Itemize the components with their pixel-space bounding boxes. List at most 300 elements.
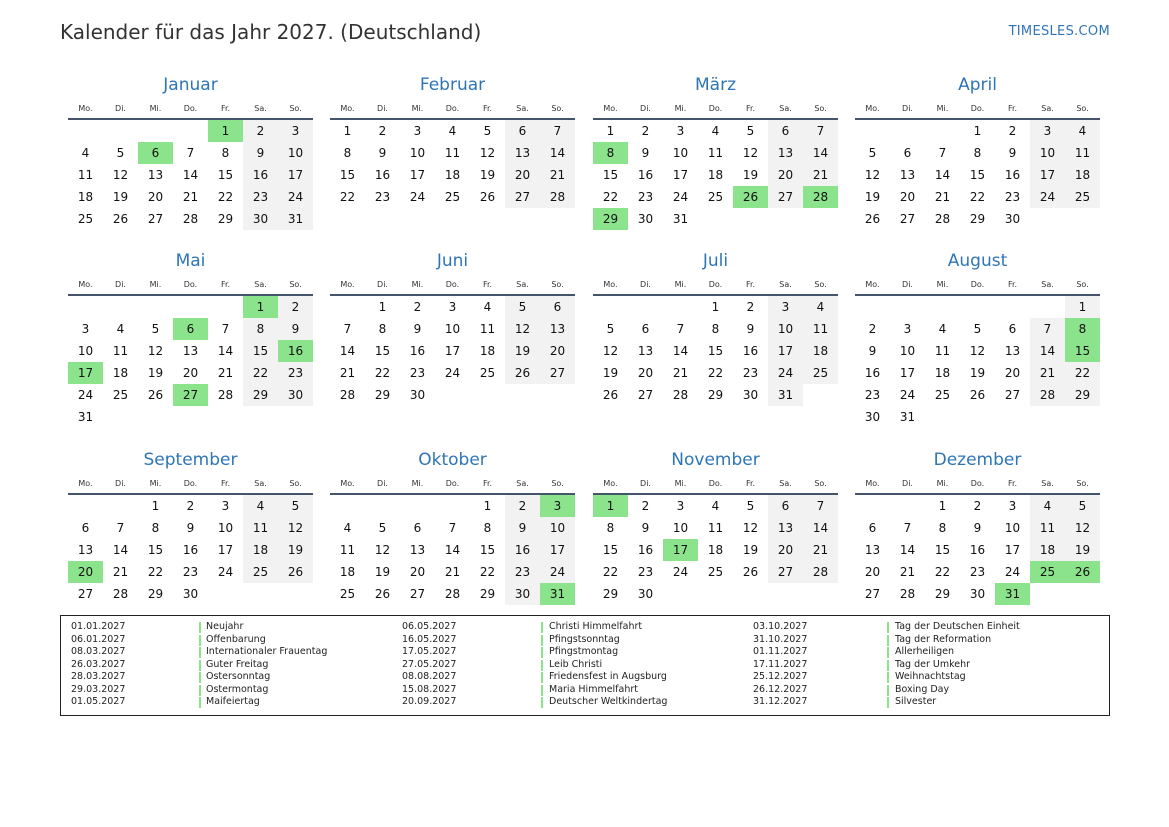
day-cell: 16: [637, 168, 654, 182]
week-row: [593, 340, 838, 362]
day-cell: 16: [742, 344, 759, 358]
weekday-label: Mo.: [865, 479, 880, 488]
day-cell: 19: [479, 168, 496, 182]
empty-cell: [768, 208, 803, 230]
legend-marker: [887, 697, 889, 708]
day-cell: 7: [938, 146, 947, 160]
day-cell: 5: [483, 124, 492, 138]
day-cell: 4: [711, 124, 720, 138]
legend-date: 08.08.2027: [402, 671, 457, 682]
weekday-label: Do.: [445, 104, 460, 113]
legend-date: 26.12.2027: [753, 683, 808, 695]
day-cell: 15: [147, 543, 164, 557]
brand-link[interactable]: TIMESLES.COM: [1008, 24, 1110, 39]
weekday-label: Fr.: [1007, 479, 1018, 488]
holiday-legend: [60, 615, 1110, 716]
day-cell: 26: [112, 212, 129, 226]
day-cell: 9: [746, 322, 755, 336]
day-cell: 1: [711, 300, 720, 314]
week-row: [330, 164, 575, 186]
empty-cell: [1030, 208, 1065, 230]
month-juni: [330, 246, 575, 406]
legend-name: Internationaler Frauentag: [206, 646, 328, 657]
day-cell: 15: [707, 344, 724, 358]
day-cell: 8: [938, 521, 947, 535]
day-cell: 9: [243, 142, 278, 164]
week-row: [68, 208, 313, 230]
day-cell: 23: [409, 366, 426, 380]
month-november: [593, 445, 838, 605]
month-name: Juni: [436, 251, 469, 271]
day-cell: 27: [540, 362, 575, 384]
day-cell: 5: [151, 322, 160, 336]
day-cell: 25: [112, 388, 129, 402]
day-cell: 29: [1065, 384, 1100, 406]
week-row: [68, 362, 313, 384]
day-cell: 20: [637, 366, 654, 380]
weekday-label: Mo.: [78, 104, 93, 113]
empty-cell: [138, 296, 173, 318]
day-cell: 10: [278, 142, 313, 164]
day-cell: 14: [803, 517, 838, 539]
week-row: [855, 120, 1100, 142]
day-cell: 4: [938, 322, 947, 336]
day-cell: 1: [1065, 296, 1100, 318]
day-cell: 20: [768, 539, 803, 561]
weekday-label: Mo.: [340, 479, 355, 488]
day-cell: 6: [413, 521, 422, 535]
day-cell: 12: [479, 146, 496, 160]
day-cell: 31: [768, 384, 803, 406]
day-cell: 5: [278, 495, 313, 517]
day-cell: 15: [969, 168, 986, 182]
empty-cell: [243, 583, 278, 605]
weekday-label: Mo.: [78, 479, 93, 488]
week-row: [68, 296, 313, 318]
day-cell: 30: [1004, 212, 1021, 226]
day-cell: 24: [1030, 186, 1065, 208]
week-row: [330, 340, 575, 362]
day-cell: 26: [374, 587, 391, 601]
day-cell: 13: [768, 517, 803, 539]
day-cell: 21: [444, 565, 461, 579]
day-cell: 18: [444, 168, 461, 182]
month-name: August: [947, 251, 1008, 271]
holiday-cell: 8: [1065, 318, 1100, 340]
empty-cell: [890, 120, 925, 142]
weekday-label: Mi.: [149, 280, 162, 289]
day-cell: 13: [899, 168, 916, 182]
weekday-label: Mi.: [936, 280, 949, 289]
day-cell: 26: [602, 388, 619, 402]
day-cell: 19: [602, 366, 619, 380]
weekday-label: Do.: [445, 280, 460, 289]
day-cell: 28: [217, 388, 234, 402]
legend-item: [61, 621, 1107, 634]
weekday-label: Di.: [902, 479, 913, 488]
day-cell: 5: [868, 146, 877, 160]
day-cell: 16: [182, 543, 199, 557]
day-cell: 23: [637, 565, 654, 579]
empty-cell: [890, 495, 925, 517]
week-row: [855, 340, 1100, 362]
day-cell: 10: [1030, 142, 1065, 164]
day-cell: 30: [637, 212, 654, 226]
empty-cell: [243, 406, 278, 428]
week-row: [68, 495, 313, 517]
day-cell: 19: [505, 340, 540, 362]
day-cell: 22: [602, 190, 619, 204]
day-cell: 3: [1030, 120, 1065, 142]
day-cell: 16: [969, 543, 986, 557]
weekday-label: Sa.: [516, 280, 529, 289]
day-cell: 30: [243, 208, 278, 230]
legend-date: 17.05.2027: [402, 646, 457, 657]
legend-marker: [887, 635, 889, 646]
legend-date: 29.03.2027: [71, 683, 126, 695]
legend-date: 01.01.2027: [71, 621, 126, 632]
day-cell: 13: [409, 543, 426, 557]
weekday-label: Fr.: [220, 104, 231, 113]
day-cell: 26: [147, 388, 164, 402]
day-cell: 5: [116, 146, 125, 160]
day-cell: 22: [479, 565, 496, 579]
week-row: [855, 517, 1100, 539]
empty-cell: [278, 583, 313, 605]
empty-cell: [400, 495, 435, 517]
weekday-label: Mi.: [674, 479, 687, 488]
day-cell: 21: [803, 164, 838, 186]
weekday-label: Di.: [377, 104, 388, 113]
day-cell: 29: [217, 212, 234, 226]
legend-name: Pfingstmontag: [549, 646, 619, 657]
day-cell: 18: [803, 340, 838, 362]
day-cell: 19: [374, 565, 391, 579]
day-cell: 30: [182, 587, 199, 601]
day-cell: 25: [243, 561, 278, 583]
day-cell: 1: [938, 499, 947, 513]
weekday-label: Do.: [708, 280, 723, 289]
day-cell: 24: [672, 565, 689, 579]
day-cell: 8: [243, 318, 278, 340]
day-cell: 23: [742, 366, 759, 380]
day-cell: 16: [864, 366, 881, 380]
empty-cell: [68, 120, 103, 142]
weekday-header: [855, 100, 1100, 120]
week-row: [593, 208, 838, 230]
day-cell: 21: [803, 539, 838, 561]
month-name: März: [695, 75, 736, 95]
week-row: [855, 186, 1100, 208]
legend-marker: [887, 660, 889, 671]
empty-cell: [330, 296, 365, 318]
day-cell: 18: [934, 366, 951, 380]
day-cell: 1: [378, 300, 387, 314]
day-cell: 16: [409, 344, 426, 358]
day-cell: 7: [343, 322, 352, 336]
holiday-cell: 1: [208, 120, 243, 142]
day-cell: 14: [540, 142, 575, 164]
day-cell: 21: [217, 366, 234, 380]
day-cell: 27: [899, 212, 916, 226]
empty-cell: [173, 296, 208, 318]
day-cell: 25: [339, 587, 356, 601]
day-cell: 28: [182, 212, 199, 226]
empty-cell: [68, 495, 103, 517]
day-cell: 20: [540, 340, 575, 362]
day-cell: 10: [444, 322, 461, 336]
weekday-label: Fr.: [745, 104, 756, 113]
day-cell: 1: [973, 124, 982, 138]
weekday-label: Di.: [902, 280, 913, 289]
day-cell: 30: [864, 410, 881, 424]
day-cell: 7: [116, 521, 125, 535]
day-cell: 12: [505, 318, 540, 340]
empty-cell: [470, 384, 505, 406]
month-märz: [593, 70, 838, 230]
legend-name: Offenbarung: [206, 633, 266, 645]
weekday-label: So.: [289, 104, 302, 113]
weekday-header: [593, 100, 838, 120]
day-cell: 12: [864, 168, 881, 182]
legend-date: 27.05.2027: [402, 658, 457, 670]
day-cell: 25: [934, 388, 951, 402]
day-cell: 13: [505, 142, 540, 164]
day-cell: 23: [505, 561, 540, 583]
day-cell: 30: [505, 583, 540, 605]
week-row: [68, 164, 313, 186]
holiday-cell: 6: [173, 318, 208, 340]
day-cell: 29: [147, 587, 164, 601]
day-cell: 12: [742, 146, 759, 160]
day-cell: 5: [746, 124, 755, 138]
day-cell: 2: [186, 499, 195, 513]
legend-name: Pfingstsonntag: [549, 633, 620, 645]
day-cell: 10: [672, 146, 689, 160]
week-row: [855, 362, 1100, 384]
day-cell: 11: [803, 318, 838, 340]
week-row: [330, 120, 575, 142]
empty-cell: [733, 583, 768, 605]
day-cell: 22: [147, 565, 164, 579]
legend-name: Tag der Umkehr: [895, 658, 971, 670]
empty-cell: [435, 384, 470, 406]
empty-cell: [855, 120, 890, 142]
day-cell: 24: [409, 190, 426, 204]
day-cell: 4: [116, 322, 125, 336]
day-cell: 15: [217, 168, 234, 182]
day-cell: 31: [77, 410, 94, 424]
legend-date: 06.01.2027: [71, 633, 126, 645]
empty-cell: [663, 296, 698, 318]
day-cell: 10: [672, 521, 689, 535]
weekday-label: Mo.: [865, 280, 880, 289]
empty-cell: [1065, 406, 1100, 428]
day-cell: 4: [483, 300, 492, 314]
day-cell: 11: [339, 543, 356, 557]
weekday-label: Fr.: [745, 280, 756, 289]
legend-date: 03.10.2027: [753, 621, 808, 632]
legend-marker: [887, 647, 889, 658]
day-cell: 16: [637, 543, 654, 557]
weekday-label: Mo.: [603, 280, 618, 289]
week-row: [330, 362, 575, 384]
day-cell: 27: [768, 186, 803, 208]
day-cell: 19: [969, 366, 986, 380]
week-row: [855, 164, 1100, 186]
month-name: Juli: [702, 251, 729, 271]
week-row: [593, 186, 838, 208]
day-cell: 23: [969, 565, 986, 579]
day-cell: 21: [1030, 362, 1065, 384]
legend-date: 28.03.2027: [71, 671, 126, 682]
day-cell: 14: [112, 543, 129, 557]
empty-cell: [1065, 208, 1100, 230]
legend-item: [61, 696, 1107, 709]
week-row: [330, 318, 575, 340]
day-cell: 17: [217, 543, 234, 557]
day-cell: 8: [973, 146, 982, 160]
day-cell: 7: [186, 146, 195, 160]
day-cell: 11: [77, 168, 94, 182]
weekday-label: So.: [1076, 104, 1089, 113]
empty-cell: [540, 384, 575, 406]
legend-date: 31.12.2027: [753, 696, 808, 707]
holiday-cell: 1: [243, 296, 278, 318]
day-cell: 16: [505, 539, 540, 561]
day-cell: 12: [278, 517, 313, 539]
day-cell: 24: [540, 561, 575, 583]
day-cell: 7: [540, 120, 575, 142]
day-cell: 24: [278, 186, 313, 208]
day-cell: 4: [711, 499, 720, 513]
day-cell: 6: [1008, 322, 1017, 336]
day-cell: 24: [444, 366, 461, 380]
legend-date: 31.10.2027: [753, 633, 808, 645]
weekday-label: Di.: [377, 479, 388, 488]
legend-name: Leib Christi: [549, 658, 603, 670]
legend-date: 16.05.2027: [402, 633, 457, 645]
day-cell: 13: [637, 344, 654, 358]
legend-name: Tag der Deutschen Einheit: [895, 621, 1020, 632]
day-cell: 6: [505, 120, 540, 142]
day-cell: 27: [505, 186, 540, 208]
day-cell: 3: [81, 322, 90, 336]
weekday-label: Sa.: [779, 104, 792, 113]
empty-cell: [208, 406, 243, 428]
legend-date: 08.03.2027: [71, 646, 126, 657]
day-cell: 10: [409, 146, 426, 160]
day-cell: 12: [602, 344, 619, 358]
day-cell: 22: [602, 565, 619, 579]
day-cell: 10: [1004, 521, 1021, 535]
day-cell: 2: [505, 495, 540, 517]
empty-cell: [698, 208, 733, 230]
weekday-label: Do.: [970, 104, 985, 113]
holiday-cell: 31: [540, 583, 575, 605]
day-cell: 13: [1004, 344, 1021, 358]
weekday-label: Sa.: [516, 104, 529, 113]
day-cell: 12: [374, 543, 391, 557]
weekday-label: Mi.: [674, 104, 687, 113]
day-cell: 7: [221, 322, 230, 336]
weekday-label: Do.: [183, 479, 198, 488]
legend-date: 26.03.2027: [71, 658, 126, 670]
month-juli: [593, 246, 838, 406]
day-cell: 28: [339, 388, 356, 402]
legend-name: Silvester: [895, 696, 937, 707]
weekday-label: Do.: [970, 280, 985, 289]
day-cell: 4: [803, 296, 838, 318]
day-cell: 22: [339, 190, 356, 204]
day-cell: 21: [182, 190, 199, 204]
weekday-label: So.: [551, 479, 564, 488]
day-cell: 28: [112, 587, 129, 601]
day-cell: 20: [768, 164, 803, 186]
weekday-label: Mo.: [78, 280, 93, 289]
legend-name: Christi Himmelfahrt: [549, 621, 643, 632]
day-cell: 3: [448, 300, 457, 314]
legend-item: [61, 646, 1107, 659]
empty-cell: [663, 583, 698, 605]
day-cell: 13: [768, 142, 803, 164]
empty-cell: [803, 208, 838, 230]
day-cell: 26: [278, 561, 313, 583]
week-row: [68, 318, 313, 340]
day-cell: 26: [742, 565, 759, 579]
legend-date: 06.05.2027: [402, 621, 457, 632]
weekday-label: Sa.: [516, 479, 529, 488]
day-cell: 18: [339, 565, 356, 579]
day-cell: 20: [147, 190, 164, 204]
weekday-header: [593, 475, 838, 495]
day-cell: 14: [934, 168, 951, 182]
day-cell: 24: [1004, 565, 1021, 579]
day-cell: 20: [864, 565, 881, 579]
day-cell: 18: [243, 539, 278, 561]
month-name: Oktober: [418, 450, 487, 470]
weekday-label: So.: [289, 479, 302, 488]
day-cell: 30: [742, 388, 759, 402]
week-row: [855, 539, 1100, 561]
holiday-cell: 15: [1065, 340, 1100, 362]
weekday-label: Mo.: [340, 280, 355, 289]
month-oktober: [330, 445, 575, 605]
day-cell: 13: [77, 543, 94, 557]
day-cell: 28: [1030, 384, 1065, 406]
empty-cell: [505, 384, 540, 406]
day-cell: 31: [672, 212, 689, 226]
weekday-label: Do.: [708, 479, 723, 488]
weekday-label: Sa.: [1041, 479, 1054, 488]
holiday-cell: 17: [663, 539, 698, 561]
weekday-label: Fr.: [1007, 104, 1018, 113]
day-cell: 9: [973, 521, 982, 535]
day-cell: 29: [602, 587, 619, 601]
month-dezember: [855, 445, 1100, 605]
day-cell: 24: [672, 190, 689, 204]
day-cell: 9: [868, 344, 877, 358]
month-name: Januar: [163, 75, 218, 95]
day-cell: 26: [969, 388, 986, 402]
day-cell: 3: [278, 120, 313, 142]
month-april: [855, 70, 1100, 230]
week-row: [593, 583, 838, 605]
week-row: [855, 384, 1100, 406]
day-cell: 11: [479, 322, 496, 336]
day-cell: 8: [378, 322, 387, 336]
weekday-label: So.: [551, 280, 564, 289]
